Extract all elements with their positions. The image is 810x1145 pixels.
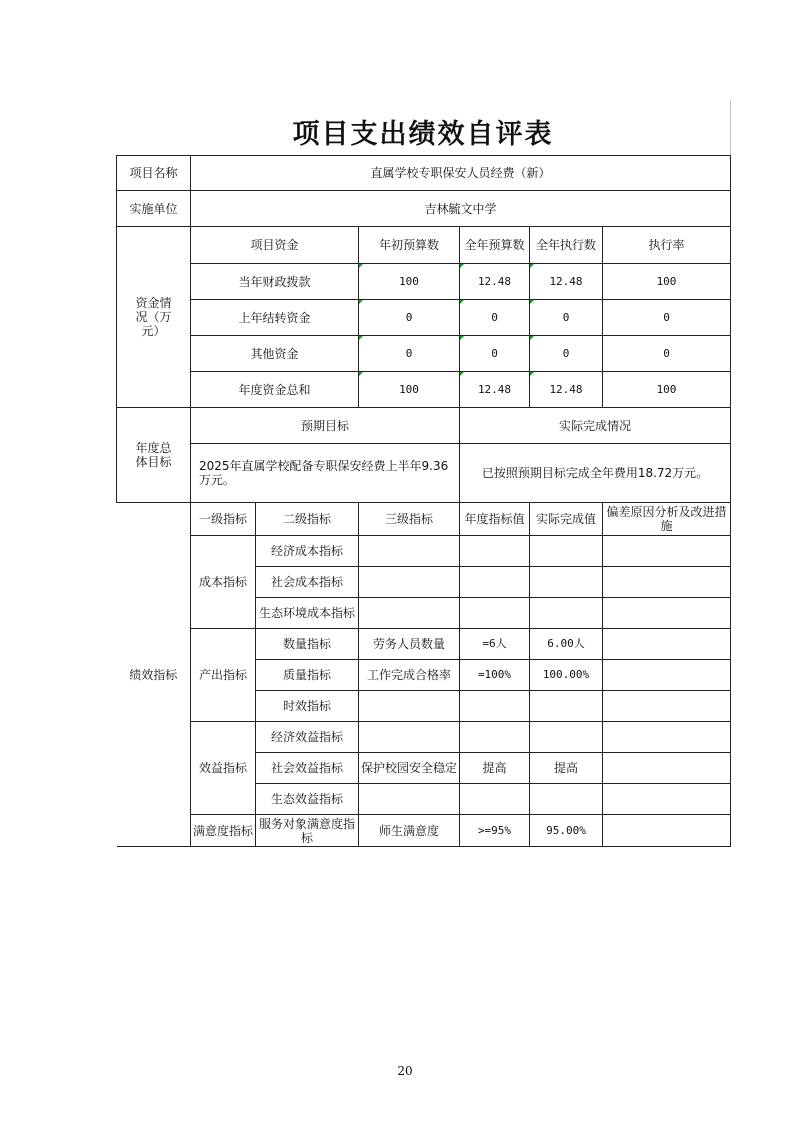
- level2-indicator: 经济效益指标: [256, 722, 359, 753]
- perf-header-analysis: 偏差原因分析及改进措施: [603, 503, 731, 536]
- level2-indicator: 服务对象满意度指标: [256, 815, 359, 847]
- project-name-label: 项目名称: [117, 156, 191, 191]
- funds-cell: 12.48: [530, 372, 603, 408]
- expected-goal-label: 预期目标: [191, 408, 460, 444]
- level1-indicator: 效益指标: [191, 722, 256, 815]
- target-value: [460, 536, 530, 567]
- funds-cell: 100: [359, 264, 460, 300]
- funds-cell: 0: [359, 300, 460, 336]
- deviation-analysis: [603, 722, 731, 753]
- funds-cell: 0: [460, 336, 530, 372]
- level3-indicator: [359, 598, 460, 629]
- funds-cell: 0: [460, 300, 530, 336]
- target-value: [460, 722, 530, 753]
- page-number: 20: [397, 1064, 413, 1078]
- actual-value: 100.00%: [530, 660, 603, 691]
- level3-indicator: 师生满意度: [359, 815, 460, 847]
- funds-row-name: 当年财政拨款: [191, 264, 359, 300]
- perf-header-level1: 一级指标: [191, 503, 256, 536]
- level2-indicator: 质量指标: [256, 660, 359, 691]
- actual-value: [530, 691, 603, 722]
- deviation-analysis: [603, 567, 731, 598]
- perf-header-actual: 实际完成值: [530, 503, 603, 536]
- funds-header-initial-budget: 年初预算数: [359, 227, 460, 264]
- funds-section-label: 资金情况（万元）: [117, 227, 191, 408]
- level3-indicator: [359, 722, 460, 753]
- perf-header-level3: 三级指标: [359, 503, 460, 536]
- level1-indicator: 成本指标: [191, 536, 256, 629]
- level2-indicator: 经济成本指标: [256, 536, 359, 567]
- level2-indicator: 数量指标: [256, 629, 359, 660]
- funds-cell: 0: [359, 336, 460, 372]
- target-value: >=95%: [460, 815, 530, 847]
- funds-cell: 12.48: [460, 372, 530, 408]
- funds-cell: 0: [530, 336, 603, 372]
- level1-indicator: 满意度指标: [191, 815, 256, 847]
- top-right-guide-line: [730, 100, 731, 158]
- deviation-analysis: [603, 784, 731, 815]
- funds-cell: 100: [359, 372, 460, 408]
- funds-header-execution-rate: 执行率: [603, 227, 731, 264]
- level2-indicator: 生态环境成本指标: [256, 598, 359, 629]
- funds-header-annual-budget: 全年预算数: [460, 227, 530, 264]
- level2-indicator: 时效指标: [256, 691, 359, 722]
- funds-cell: 12.48: [460, 264, 530, 300]
- project-name-value: 直属学校专职保安人员经费（新）: [191, 156, 731, 191]
- actual-value: [530, 722, 603, 753]
- perf-header-level2: 二级指标: [256, 503, 359, 536]
- level2-indicator: 社会成本指标: [256, 567, 359, 598]
- deviation-analysis: [603, 753, 731, 784]
- funds-row-name: 其他资金: [191, 336, 359, 372]
- funds-cell: 0: [530, 300, 603, 336]
- level3-indicator: 保护校园安全稳定: [359, 753, 460, 784]
- funds-cell: 0: [603, 300, 731, 336]
- target-value: =100%: [460, 660, 530, 691]
- expected-goal-text: 2025年直属学校配备专职保安经费上半年9.36万元。: [191, 444, 460, 503]
- level3-indicator: [359, 536, 460, 567]
- target-value: [460, 784, 530, 815]
- level3-indicator: [359, 691, 460, 722]
- level2-indicator: 生态效益指标: [256, 784, 359, 815]
- funds-header-executed: 全年执行数: [530, 227, 603, 264]
- perf-header-target: 年度指标值: [460, 503, 530, 536]
- target-value: [460, 598, 530, 629]
- page-title: 项目支出绩效自评表: [292, 119, 554, 150]
- level3-indicator: [359, 784, 460, 815]
- actual-value: 提高: [530, 753, 603, 784]
- funds-cell: 100: [603, 264, 731, 300]
- actual-completion-label: 实际完成情况: [460, 408, 731, 444]
- implementing-unit-label: 实施单位: [117, 191, 191, 227]
- level3-indicator: 劳务人员数量: [359, 629, 460, 660]
- target-value: =6人: [460, 629, 530, 660]
- deviation-analysis: [603, 536, 731, 567]
- target-value: [460, 691, 530, 722]
- funds-header-item: 项目资金: [191, 227, 359, 264]
- actual-value: [530, 536, 603, 567]
- deviation-analysis: [603, 598, 731, 629]
- level1-indicator: 产出指标: [191, 629, 256, 722]
- actual-value: 95.00%: [530, 815, 603, 847]
- actual-value: 6.00人: [530, 629, 603, 660]
- deviation-analysis: [603, 691, 731, 722]
- implementing-unit-value: 吉林毓文中学: [191, 191, 731, 227]
- performance-section-label: 绩效指标: [117, 503, 191, 847]
- deviation-analysis: [603, 660, 731, 691]
- level2-indicator: 社会效益指标: [256, 753, 359, 784]
- funds-cell: 12.48: [530, 264, 603, 300]
- self-evaluation-table: [116, 155, 731, 847]
- goals-section-label: 年度总体目标: [117, 408, 191, 503]
- actual-value: [530, 784, 603, 815]
- target-value: 提高: [460, 753, 530, 784]
- funds-row-name: 上年结转资金: [191, 300, 359, 336]
- deviation-analysis: [603, 815, 731, 847]
- actual-value: [530, 567, 603, 598]
- target-value: [460, 567, 530, 598]
- funds-cell: 100: [603, 372, 731, 408]
- level3-indicator: 工作完成合格率: [359, 660, 460, 691]
- actual-completion-text: 已按照预期目标完成全年费用18.72万元。: [460, 444, 731, 503]
- level3-indicator: [359, 567, 460, 598]
- deviation-analysis: [603, 629, 731, 660]
- funds-cell: 0: [603, 336, 731, 372]
- funds-row-name: 年度资金总和: [191, 372, 359, 408]
- actual-value: [530, 598, 603, 629]
